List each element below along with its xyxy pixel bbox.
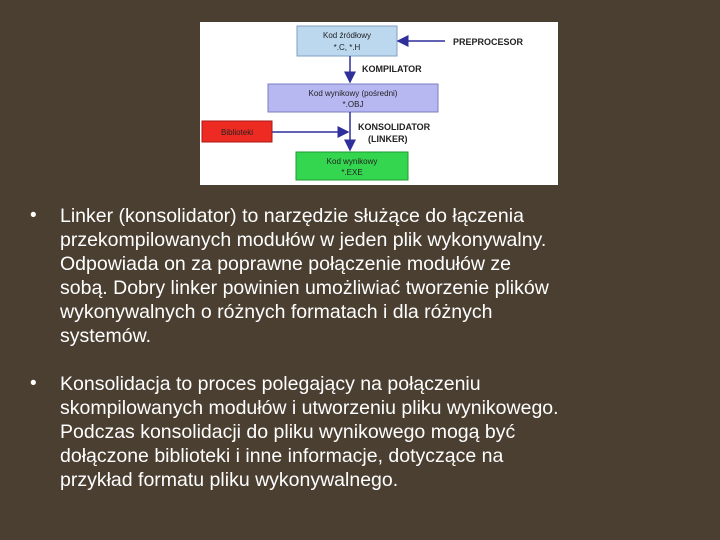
bullet-line: wykonywalnych o różnych formatach i dla różnych xyxy=(60,301,493,323)
exe-title: Kod wynikowy xyxy=(326,157,378,166)
libraries-title: Biblioteki xyxy=(220,128,254,137)
exe-ext: *.EXE xyxy=(341,168,363,177)
bullet-dot-icon: • xyxy=(30,205,37,226)
bullet-line: Podczas konsolidacji do pliku wynikowego mogą być xyxy=(60,421,516,443)
object-code-ext: *.OBJ xyxy=(342,100,364,109)
linker-label-line1: KONSOLIDATOR xyxy=(358,122,431,132)
source-code-title: Kod źródłowy xyxy=(322,31,372,40)
bullet-line: przykład formatu pliku wykonywalnego. xyxy=(60,469,399,491)
linker-label-line2: (LINKER) xyxy=(368,134,408,144)
source-code-ext: *.C, *.H xyxy=(333,43,361,52)
bullet-item-linker xyxy=(30,204,690,348)
bullet-line: dołączone biblioteki i inne informacje, dotyczące na xyxy=(60,445,504,467)
compiler-label: KOMPILATOR xyxy=(362,64,422,74)
compilation-diagram xyxy=(200,22,558,185)
bullet-list xyxy=(30,204,690,516)
bullet-dot-icon: • xyxy=(30,373,37,394)
bullet-item-konsolidacja xyxy=(30,372,690,492)
bullet-line: Linker (konsolidator) to narzędzie służące do łączenia xyxy=(60,205,524,227)
preprocessor-label: PREPROCESOR xyxy=(453,37,524,47)
bullet-line: Odpowiada on za poprawne połączenie modułów ze xyxy=(60,253,511,275)
bullet-line: sobą. Dobry linker powinien umożliwiać tworzenie plików xyxy=(60,277,549,299)
object-code-title: Kod wynikowy (pośredni) xyxy=(308,89,398,98)
bullet-line: skompilowanych modułów i utworzeniu pliku wynikowego. xyxy=(60,397,559,419)
bullet-line: systemów. xyxy=(60,325,152,347)
bullet-line: Konsolidacja to proces polegający na połączeniu xyxy=(60,373,481,395)
bullet-line: przekompilowanych modułów w jeden plik wykonywalny. xyxy=(60,229,547,251)
diagram-svg xyxy=(200,22,558,185)
